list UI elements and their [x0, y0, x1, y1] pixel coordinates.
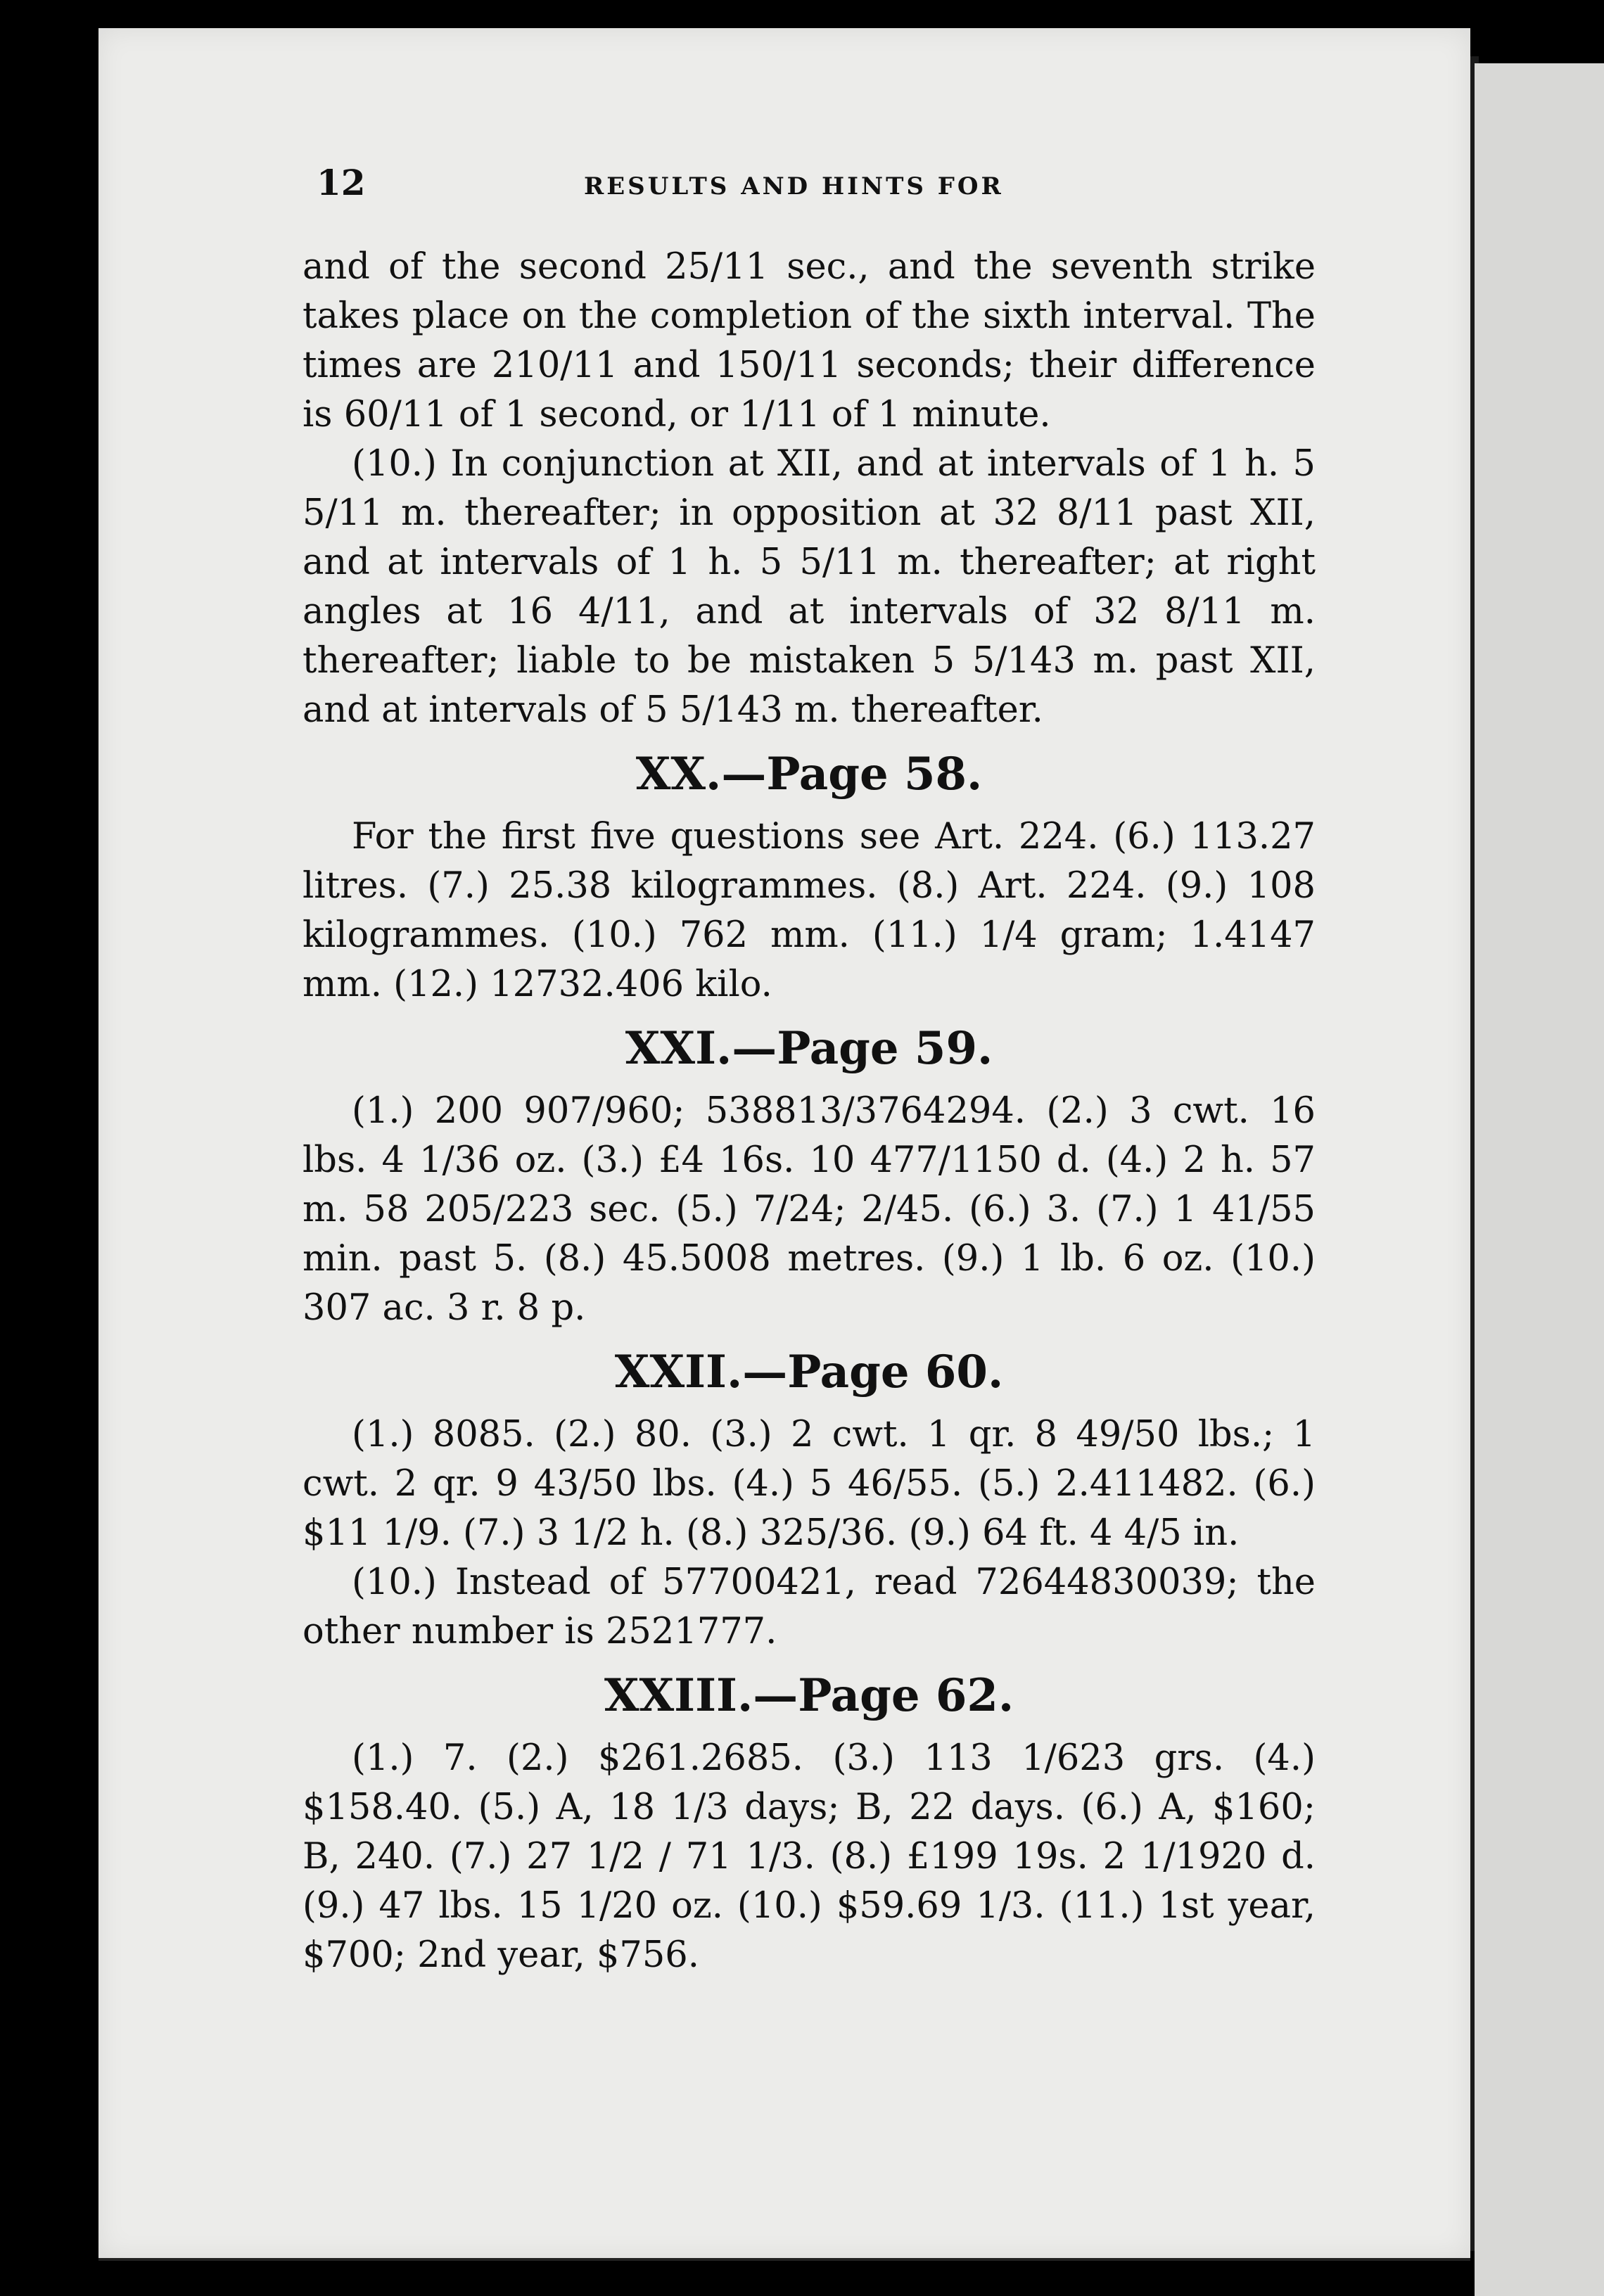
section-heading-xxii: XXII.—Page 60.: [614, 1346, 1004, 1398]
running-head: RESULTS AND HINTS FOR: [584, 172, 1004, 200]
section-xxiii-answers: (1.) 7. (2.) $261.2685. (3.) 113 1/623 grs. (4.) $158.40. (5.) A, 18 1/3 days; B, 22 days. (6.) A, $160; B, 240. (7.) 27 1/2 / 71 1/3. (8.) £199 19s. 2 1/1920 d. (9.) 47 lbs. 15 1/20 oz. (10.) $59.69 1/3. (11.) 1st year, $700; 2nd year, $756.: [303, 1737, 1316, 1976]
paragraph-continuation: and of the second 25/11 sec., and the seventh strike takes place on the completion of the sixth interval. The times are 210/11 and 150/11 seconds; their difference is 60/11 of 1 second, or 1/11 of 1 minute.: [303, 246, 1316, 435]
page-number: 12: [317, 162, 366, 203]
page-body: [303, 243, 1316, 1980]
section-xxi-answers: (1.) 200 907/960; 538813/3764294. (2.) 3 cwt. 16 lbs. 4 1/36 oz. (3.) £4 16s. 10 477/1150 d. (4.) 2 h. 57 m. 58 205/223 sec. (5.) 7/24; 2/45. (6.) 3. (7.) 1 41/55 min. past 5. (8.) 45.5008 metres. (9.) 1 lb. 6 oz. (10.) 307 ac. 3 r. 8 p.: [303, 1090, 1316, 1329]
section-heading-xxiii: XXIII.—Page 62.: [604, 1669, 1014, 1722]
section-heading-xx: XX.—Page 58.: [635, 748, 983, 801]
section-xxii-answer-10: (10.) Instead of 57700421, read 72644830039; the other number is 2521777.: [303, 1562, 1316, 1652]
section-xx-answers: For the first five questions see Art. 224. (6.) 113.27 litres. (7.) 25.38 kilogrammes. (8.) Art. 224. (9.) 108 kilogrammes. (10.) 762 mm. (11.) 1/4 gram; 1.4147 mm. (12.) 12732.406 kilo.: [303, 816, 1316, 1005]
facing-page-edge: [1475, 63, 1604, 2296]
paragraph-question-10: (10.) In conjunction at XII, and at intervals of 1 h. 5 5/11 m. thereafter; in opposition at 32 8/11 past XII, and at intervals of 1 h. 5 5/11 m. thereafter; at right angles at 16 4/11, and at intervals of 32 8/11 m. thereafter; liable to be mistaken 5 5/143 m. past XII, and at intervals of 5 5/143 m. thereafter.: [303, 443, 1316, 731]
page-bottom-edge: [98, 2258, 1470, 2261]
section-heading-xxi: XXI.—Page 59.: [625, 1022, 993, 1075]
section-xxii-answers: (1.) 8085. (2.) 80. (3.) 2 cwt. 1 qr. 8 49/50 lbs.; 1 cwt. 2 qr. 9 43/50 lbs. (4.) 5 46/55. (5.) 2.411482. (6.) $11 1/9. (7.) 3 1/2 h. (8.) 325/36. (9.) 64 ft. 4 4/5 in.: [303, 1414, 1316, 1554]
